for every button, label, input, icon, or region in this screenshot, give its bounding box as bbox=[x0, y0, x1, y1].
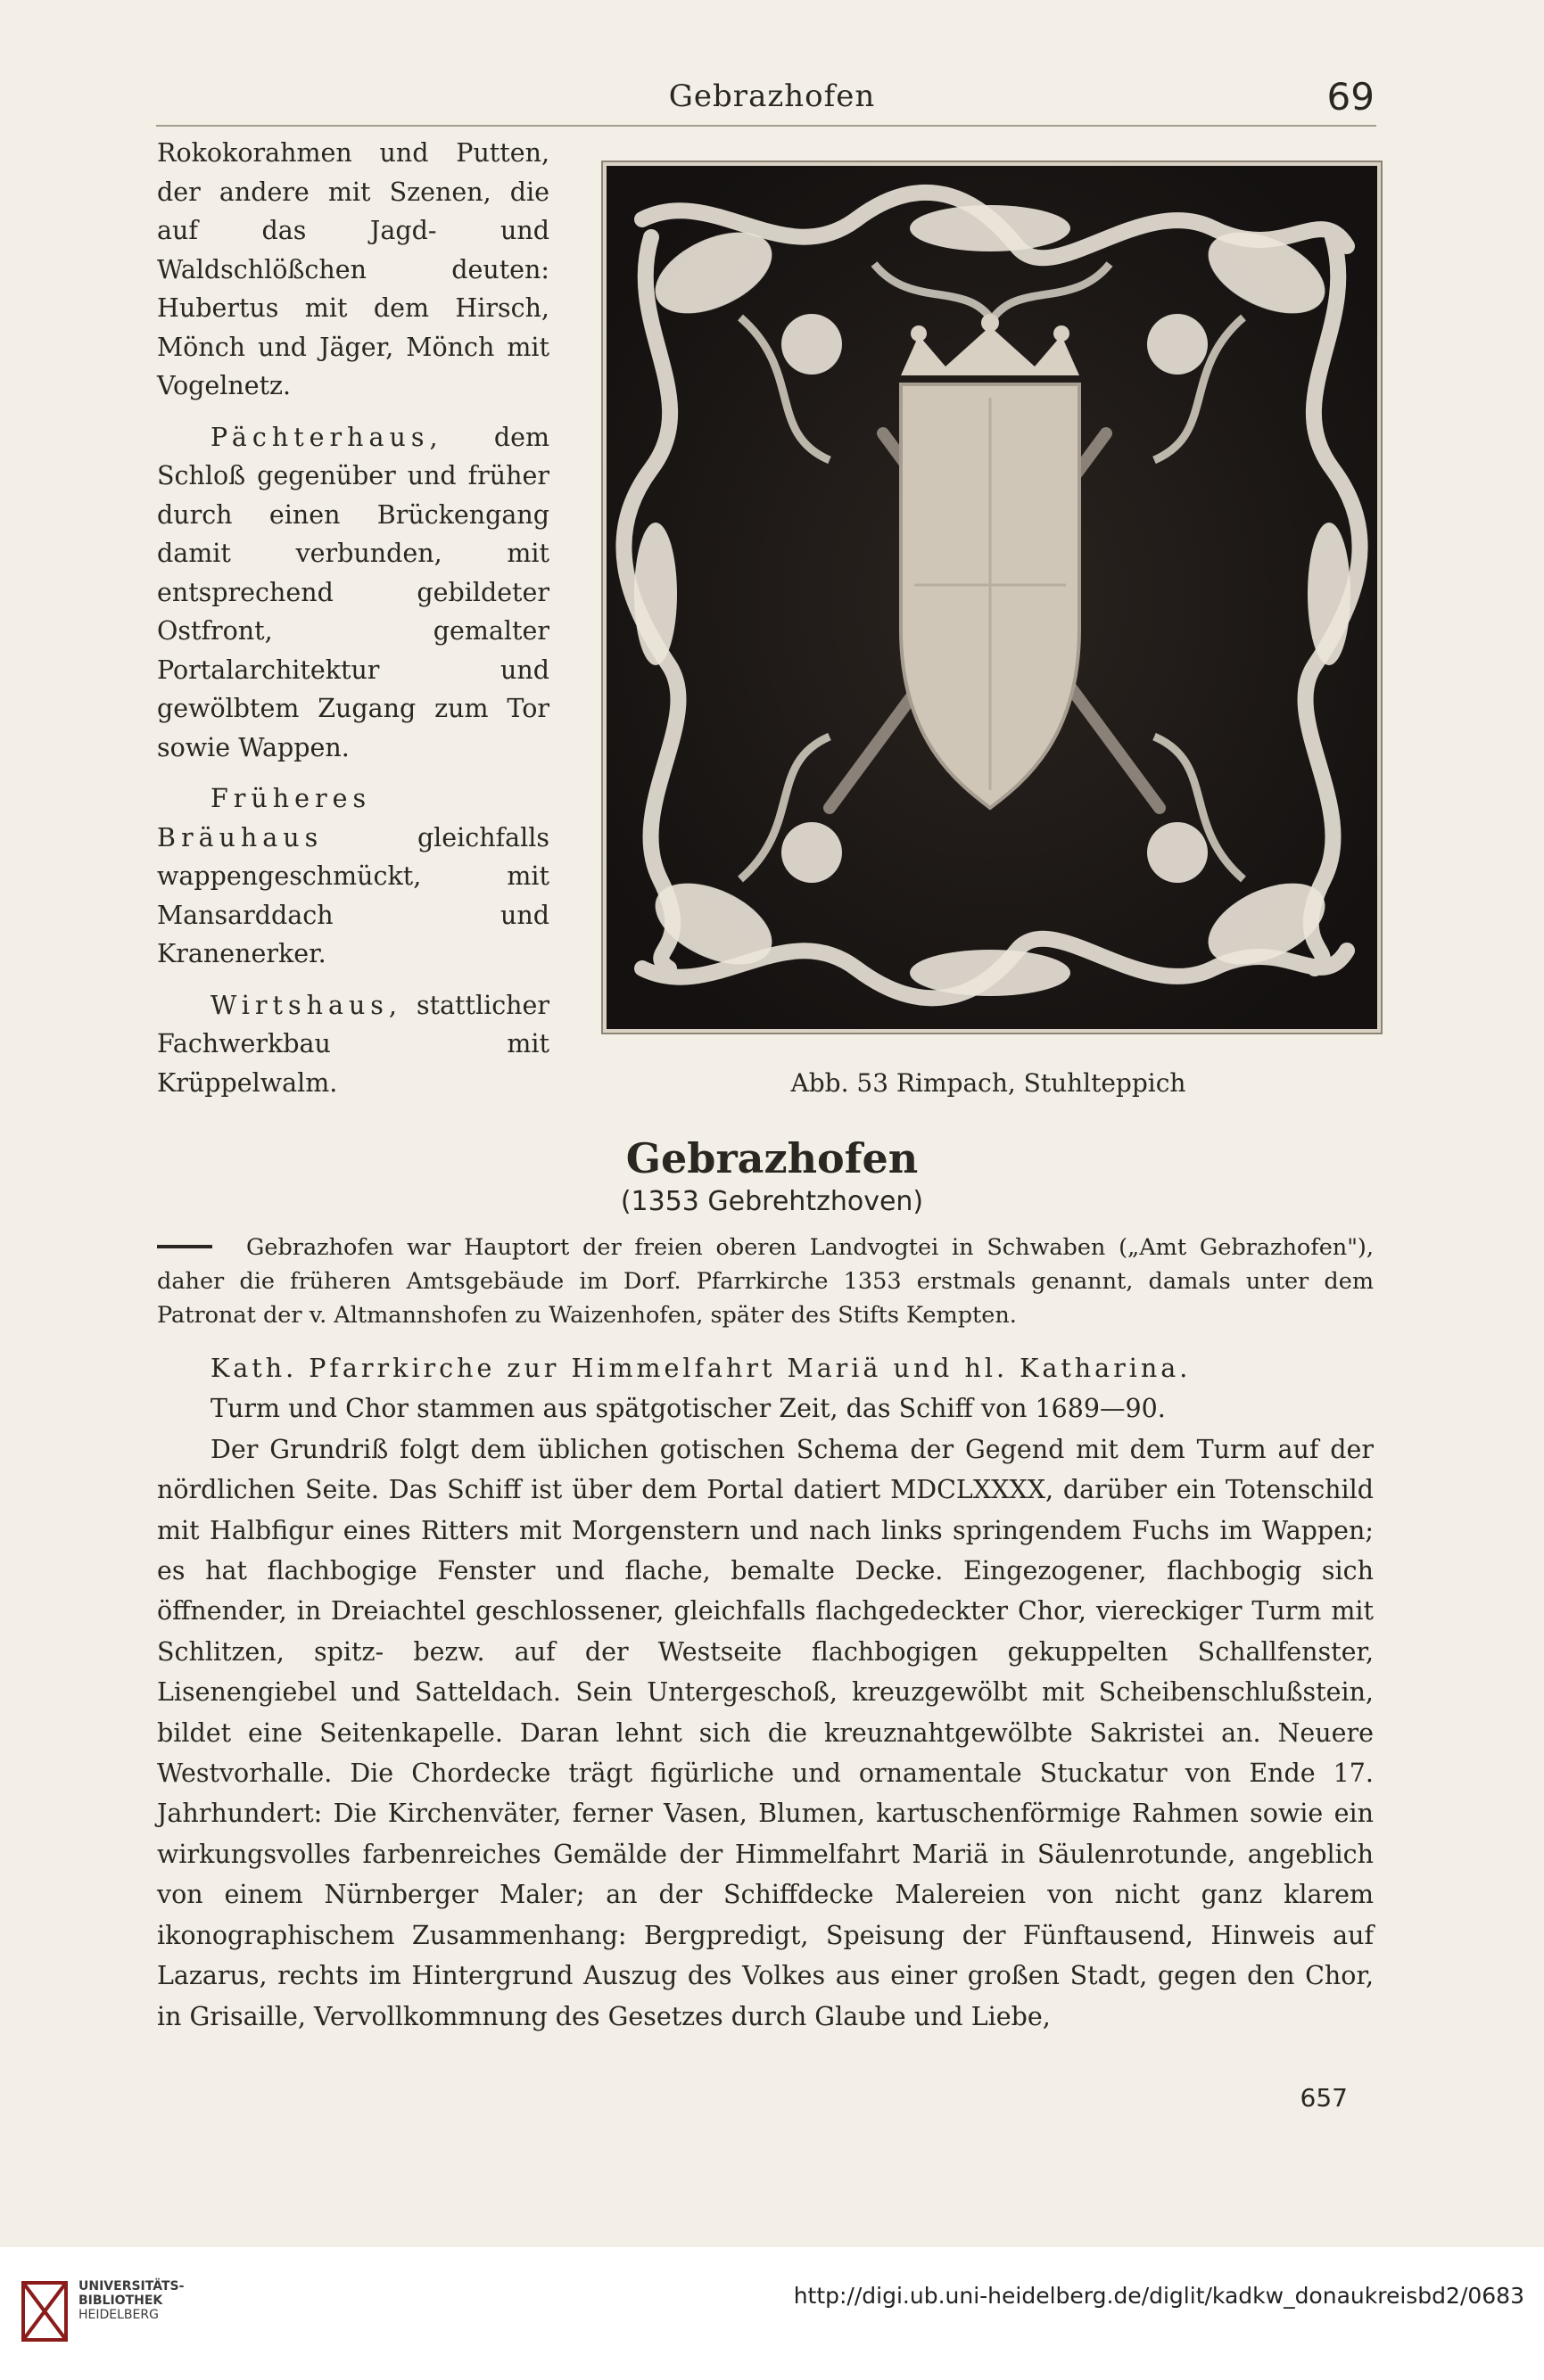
section-title: Gebrazhofen bbox=[625, 1134, 919, 1182]
left-paragraph-3-text: gleichfalls wappengeschmückt, mit Mansarddach und Kranenerker. bbox=[157, 822, 549, 968]
intro-paragraph bbox=[157, 1231, 1374, 1332]
spaced-term-paechterhaus: Pächterhaus, bbox=[211, 422, 443, 452]
left-paragraph-4-text: stattlicher Fachwerkbau mit Krüppelwalm. bbox=[157, 990, 549, 1098]
signature-number: 657 bbox=[1300, 2083, 1348, 2112]
library-footer bbox=[0, 2247, 1544, 2380]
church-heading: Kath. Pfarrkirche zur Himmelfahrt Mariä und hl. Katharina. bbox=[211, 1354, 1192, 1383]
library-name-line-2: BIBLIOTHEK bbox=[78, 2294, 163, 2308]
university-library-logo-icon bbox=[20, 2279, 70, 2343]
left-column bbox=[157, 134, 549, 1115]
section-subtitle: (1353 Gebrehtzhoven) bbox=[620, 1186, 924, 1217]
library-name-line-3: HEIDELBERG bbox=[78, 2308, 159, 2322]
embroidered-chair-carpet-image bbox=[607, 166, 1377, 1029]
textile-photograph bbox=[603, 162, 1381, 1033]
left-paragraph-4 bbox=[157, 986, 549, 1103]
source-url-link[interactable]: http://digi.ub.uni-heidelberg.de/diglit/kadkw_donaukreisbd2/0683 bbox=[793, 2283, 1524, 2309]
spaced-term-wirtshaus: Wirtshaus, bbox=[211, 990, 402, 1020]
header-rule bbox=[156, 125, 1376, 127]
figure-caption: Abb. 53 Rimpach, Stuhlteppich bbox=[790, 1068, 1186, 1098]
left-paragraph-2-text: dem Schloß gegenüber und früher durch einen Brückengang damit verbunden, mit entsprechend gebildeter Ostfront, gemalter Portalarchitektur und gewölbtem Zugang zum Tor sowie Wappen. bbox=[157, 422, 549, 762]
library-name bbox=[78, 2279, 184, 2322]
body-paragraph-1: Turm und Chor stammen aus spätgotischer Zeit, das Schiff von 1689—90. bbox=[211, 1394, 1166, 1424]
main-text bbox=[157, 1348, 1374, 2037]
left-paragraph-1: Rokokorahmen und Putten, der andere mit Szenen, die auf das Jagd- und Waldschlößchen deuten: Hubertus mit dem Hirsch, Mönch und Jäger, Mönch mit Vogelnetz. bbox=[157, 138, 549, 400]
running-title: Gebrazhofen bbox=[668, 78, 876, 114]
spaced-term-braeuhaus: Früheres Bräuhaus bbox=[157, 784, 372, 852]
left-paragraph-2 bbox=[157, 418, 549, 768]
library-name-line-1: UNIVERSITÄTS- bbox=[78, 2279, 185, 2294]
body-paragraph-2: Der Grundriß folgt dem üblichen gotischen Schema der Gegend mit dem Turm auf der nördlichen Seite. Das Schiff ist über dem Portal datiert MDCLXXXX, darüber ein Totenschild mit Halbfigur eines Ritters mit Morgenstern und nach links springendem Fuchs im Wappen; es hat flachbogige Fenster und flache, bemalte Decke. Eingezogener, flachbogig sich öffnender, in Dreiachtel geschlossener, gleichfalls flachgedeckter Chor, viereckiger Turm mit Schlitzen, spitz- bezw. auf der Westseite flachbogigen gekuppelten Schallfenster, Lisenengiebel und Satteldach. Sein Untergeschoß, kreuzgewölbt mit Scheibenschlußstein, bildet eine Seitenkapelle. Daran lehnt sich die kreuznahtgewölbte Sakristei an. Neuere Westvorhalle. Die Chordecke trägt figürliche und ornamentale Stuckatur von Ende 17. Jahrhundert: Die Kirchenväter, ferner Vasen, Blumen, kartuschenförmige Rahmen sowie ein wirkungsvolles farbenreiches Gemälde der Himmelfahrt Mariä in Säulenrotunde, angeblich von einem Nürnberger Maler; an der Schiffdecke Malereien von nicht ganz klarem ikonographischem Zusammenhang: Bergpredigt, Speisung der Fünftausend, Hinweis auf Lazarus, rechts im Hintergrund Auszug des Volkes aus einer großen Stadt, gegen den Chor, in Grisaille, Vervollkommnung des Gesetzes durch Glaube und Liebe, bbox=[157, 1434, 1374, 2031]
page-number: 69 bbox=[1326, 75, 1375, 119]
intro-text: Gebrazhofen war Hauptort der freien oberen Landvogtei in Schwaben („Amt Gebrazhofen"), daher die früheren Amtsgebäude im Dorf. Pfarrkirche 1353 erstmals genannt, damals unter dem Patronat der v. Altmannshofen zu Waizenhofen, später des Stifts Kempten. bbox=[157, 1234, 1374, 1329]
left-paragraph-3 bbox=[157, 779, 549, 974]
